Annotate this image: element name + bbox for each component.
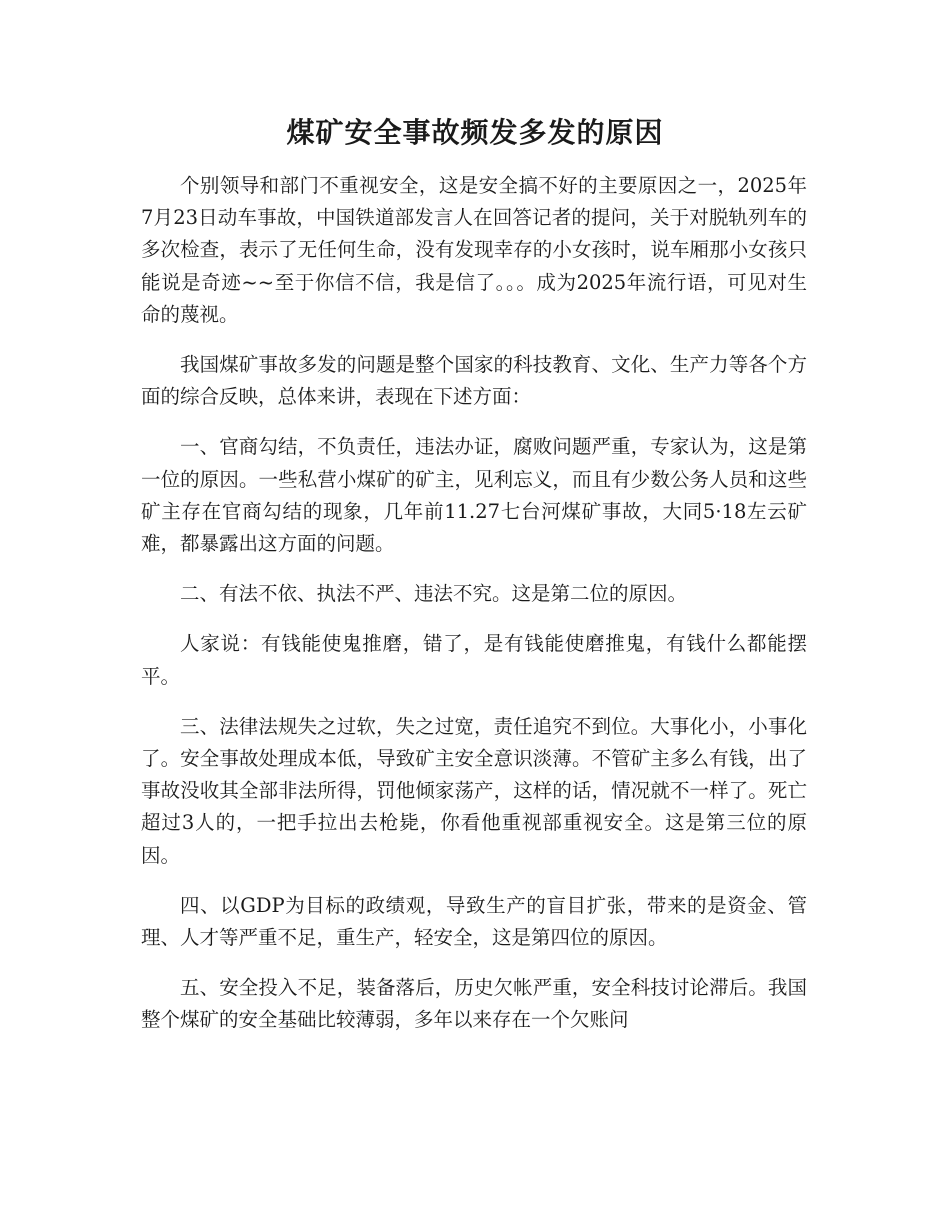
- paragraph-3: 一、官商勾结，不负责任，违法办证，腐败问题严重，专家认为，这是第一位的原因。一些私营小煤矿的矿主，见利忘义，而且有少数公务人员和这些矿主存在官商勾结的现象，几年前11.27七台河煤矿事故，大同5·18左云矿难，都暴露出这方面的问题。: [141, 435, 807, 556]
- paragraph-5: 人家说：有钱能使鬼推磨，错了，是有钱能使磨推鬼，有钱什么都能摆平。: [141, 632, 807, 688]
- paragraph-8: 五、安全投入不足，装备落后，历史欠帐严重，安全科技讨论滞后。我国整个煤矿的安全基础比较薄弱，多年以来存在一个欠账问: [141, 976, 807, 1032]
- paragraph-2: 我国煤矿事故多发的问题是整个国家的科技教育、文化、生产力等各个方面的综合反映，总体来讲，表现在下述方面：: [141, 353, 807, 409]
- paragraph-4: 二、有法不依、执法不严、违法不究。这是第二位的原因。: [180, 582, 688, 606]
- paragraph-1: 个别领导和部门不重视安全，这是安全搞不好的主要原因之一，2025年7月23日动车事故，中国铁道部发言人在回答记者的提问，关于对脱轨列车的多次检查，表示了无任何生命，没有发现幸存的小女孩时，说车厢那小女孩只能说是奇迹~~至于你信不信，我是信了。。。成为2025年流行语，可见对生命的蔑视。: [141, 174, 807, 326]
- paragraph-7: 四、以GDP为目标的政绩观，导致生产的盲目扩张，带来的是资金、管理、人才等严重不足，重生产，轻安全，这是第四位的原因。: [141, 893, 807, 950]
- document-body: [141, 170, 807, 1055]
- document-title: 煤矿安全事故频发多发的原因: [286, 116, 664, 149]
- paragraph-6: 三、法律法规失之过软，失之过宽，责任追究不到位。大事化小，小事化了。安全事故处理成本低，导致矿主安全意识淡薄。不管矿主多么有钱，出了事故没收其全部非法所得，罚他倾家荡产，这样的话，情况就不一样了。死亡超过3人的，一把手拉出去枪毙，你看他重视部重视安全。这是第三位的原因。: [141, 714, 807, 867]
